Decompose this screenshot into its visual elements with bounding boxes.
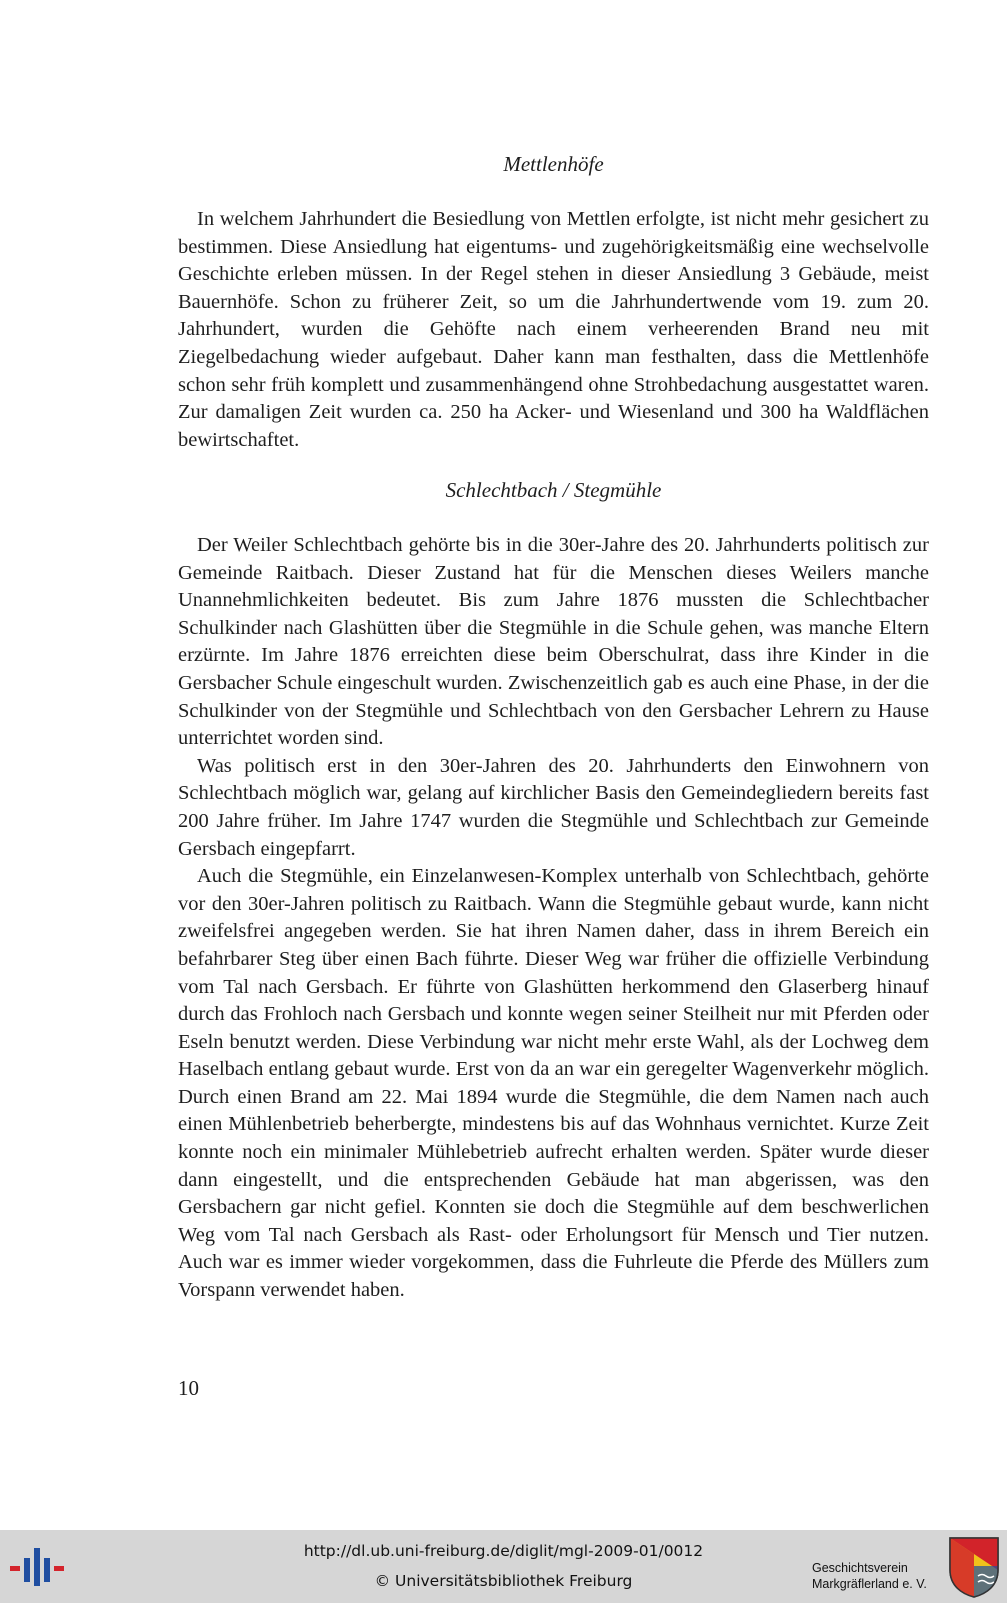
paragraph: Auch die Stegmühle, ein Einzelanwesen-Komplex unterhalb von Schlechtbach, gehörte vor den 30er-Jahren politisch zu Raitbach. Wann die Stegmühle gebaut wurde, kann nicht zweifelsfrei angegeben werden. Sie hat ihren Namen daher, dass in ihrem Bereich ein befahrbarer Steg über einen Bach führte. Dieser Weg war früher die offizielle Verbindung vom Tal nach Gersbach. Er führte von Glashütten herkommend den Glaserberg hinauf durch das Frohloch nach Gersbach und konnte wegen seiner Steilheit nur mit Pferden oder Eseln benutzt werden. Diese Verbindung war nicht mehr erste Wahl, als der Lochweg dem Haselbach entlang gebaut wurde. Erst von da an war ein geregelter Wagenverkehr möglich. Durch einen Brand am 22. Mai 1894 wurde die Stegmühle, die dem Namen nach auch einen Mühlenbetrieb beherbergte, mindestens bis auf das Wohnhaus vernichtet. Kurze Zeit konnte noch ein minimaler Mühlebetrieb aufrecht erhalten werden. Später wurde dieser dann eingestellt, und die entsprechenden Gebäude hat man abgerissen, was den Gersbachern gar nicht gefiel. Konnten sie doch die Stegmühle auf dem beschwerlichen Weg vom Tal nach Gersbach als Rast- oder Erholungsort für Mensch und Tier nutzen. Auch war es immer wieder vorgekommen, dass die Fuhrleute die Pferde des Müllers zum Vorspann verwendet haben.	[178, 865, 929, 1302]
paragraph: Was politisch erst in den 30er-Jahren des 20. Jahrhunderts den Einwohnern von Schlechtbach möglich war, gelang auf kirchlicher Basis den Gemeindegliedern bereits fast 200 Jahre früher. Im Jahre 1747 wurden die Stegmühle und Schlechtbach zur Gemeinde Gersbach eingepfarrt.	[178, 754, 929, 860]
coat-of-arms-icon	[948, 1536, 1000, 1598]
section-body-schlechtbach-stegmuehle	[178, 532, 929, 1305]
footer-copyright: © Universitätsbibliothek Freiburg	[374, 1572, 633, 1590]
section-title-mettlenhoefe: Mettlenhöfe	[503, 152, 604, 176]
paragraph: Der Weiler Schlechtbach gehörte bis in die 30er-Jahre des 20. Jahrhunderts politisch zur Gemeinde Raitbach. Dieser Zustand hat für die Menschen dieses Weilers manche Unannehmlichkeiten bedeutet. Bis zum Jahre 1876 mussten die Schlechtbacher Schulkinder nach Glashütten über die Stegmühle in die Schule gehen, was manche Eltern erzürnte. Im Jahre 1876 erreichten diese beim Oberschulrat, dass ihre Kinder in die Gersbacher Schule eingeschult wurden. Zwischenzeitlich gab es auch eine Phase, in der die Schulkinder von der Stegmühle und Schlechtbach von den Gersbacher Lehrern zu Hause unterrichtet worden sind.	[178, 534, 929, 750]
footer-bar	[0, 1530, 1007, 1603]
society-name-line2: Markgräflerland e. V.	[812, 1577, 927, 1591]
footer-url-link[interactable]: http://dl.ub.uni-freiburg.de/diglit/mgl-2009-01/0012	[303, 1542, 704, 1560]
paragraph: In welchem Jahrhundert die Besiedlung von Mettlen erfolgte, ist nicht mehr gesichert zu bestimmen. Diese Ansiedlung hat eigentums- und zugehörigkeitsmäßig eine wechselvolle Geschichte erleben müssen. In der Regel stehen in dieser Ansiedlung 3 Gebäude, meist Bauernhöfe. Schon zu früherer Zeit, so um die Jahrhundertwende vom 19. zum 20. Jahrhundert, wurden die Gehöfte nach einem verheerenden Brand neu mit Ziegelbedachung wieder aufgebaut. Daher kann man festhalten, dass die Mettlenhöfe schon sehr früh komplett und zusammenhängend ohne Strohbedachung ausgestattet waren. Zur damaligen Zeit wurden ca. 250 ha Acker- und Wiesenland und 300 ha Waldflächen bewirtschaftet.	[178, 208, 929, 451]
society-name	[812, 1560, 927, 1592]
section-body-mettlenhoefe	[178, 206, 929, 454]
section-title-schlechtbach-stegmuehle: Schlechtbach / Stegmühle	[445, 478, 662, 502]
page-number: 10	[178, 1376, 199, 1400]
society-name-line1: Geschichtsverein	[812, 1561, 908, 1575]
